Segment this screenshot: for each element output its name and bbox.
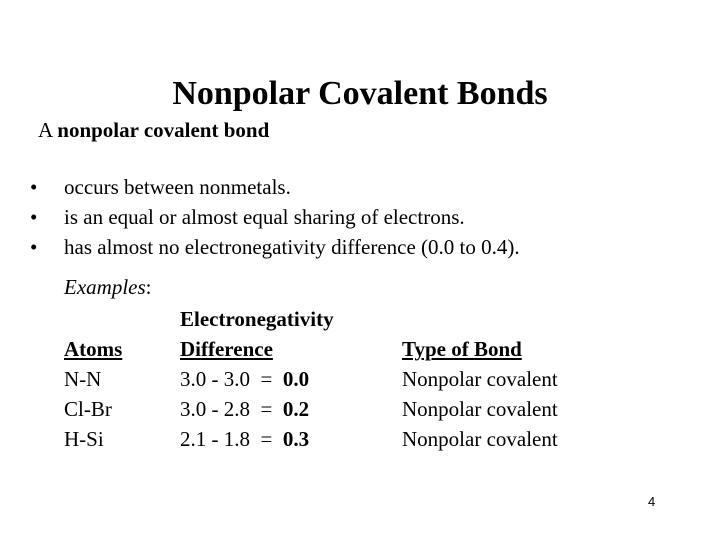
difference-result: 0.2 (282, 397, 310, 421)
equals-sign: = (260, 367, 273, 391)
bullet-text: occurs between nonmetals. (64, 175, 291, 199)
difference-expression: 3.0 - 3.0 (180, 367, 250, 391)
bullet-list (30, 172, 520, 262)
bullet-icon: • (30, 235, 38, 259)
slide-title: Nonpolar Covalent Bonds (172, 75, 548, 112)
bullet-icon: • (30, 205, 38, 229)
bullet-item (30, 172, 520, 202)
bullet-item (30, 202, 520, 232)
bullet-icon: • (30, 175, 38, 199)
difference-cell (180, 364, 388, 394)
atoms-cell: N-N (64, 367, 102, 391)
bullet-text: has almost no electronegativity difference (0.0 to 0.4). (64, 235, 520, 259)
difference-expression: 3.0 - 2.8 (180, 397, 250, 421)
difference-column (180, 304, 388, 454)
difference-header-line1: Electronegativity (180, 307, 334, 331)
bullet-text: is an equal or almost equal sharing of electrons. (64, 205, 465, 229)
bond-type-cell: Nonpolar covalent (402, 397, 558, 421)
difference-cell (180, 394, 388, 424)
difference-expression: 2.1 - 1.8 (180, 427, 250, 451)
atoms-cell: H-Si (64, 427, 104, 451)
bond-type-header: Type of Bond (402, 337, 522, 361)
examples-label (64, 272, 152, 302)
bond-type-cell: Nonpolar covalent (402, 367, 558, 391)
difference-result: 0.0 (282, 367, 310, 391)
difference-header-line2: Difference (180, 337, 273, 361)
bond-type-column (402, 334, 558, 454)
equals-sign: = (260, 397, 273, 421)
bullet-item (30, 232, 520, 262)
atoms-header: Atoms (64, 337, 123, 361)
intro-highlight: nonpolar covalent bond (57, 118, 270, 142)
difference-cell (180, 424, 388, 454)
intro-line (38, 116, 269, 144)
examples-colon: : (145, 275, 152, 299)
examples-label-text: Examples (64, 275, 146, 299)
equals-sign: = (260, 427, 273, 451)
difference-result: 0.3 (282, 427, 310, 451)
atoms-column (64, 334, 122, 454)
atoms-cell: Cl-Br (64, 397, 112, 421)
bond-type-cell: Nonpolar covalent (402, 427, 558, 451)
intro-prefix: A (38, 118, 53, 142)
page-number: 4 (648, 494, 656, 509)
